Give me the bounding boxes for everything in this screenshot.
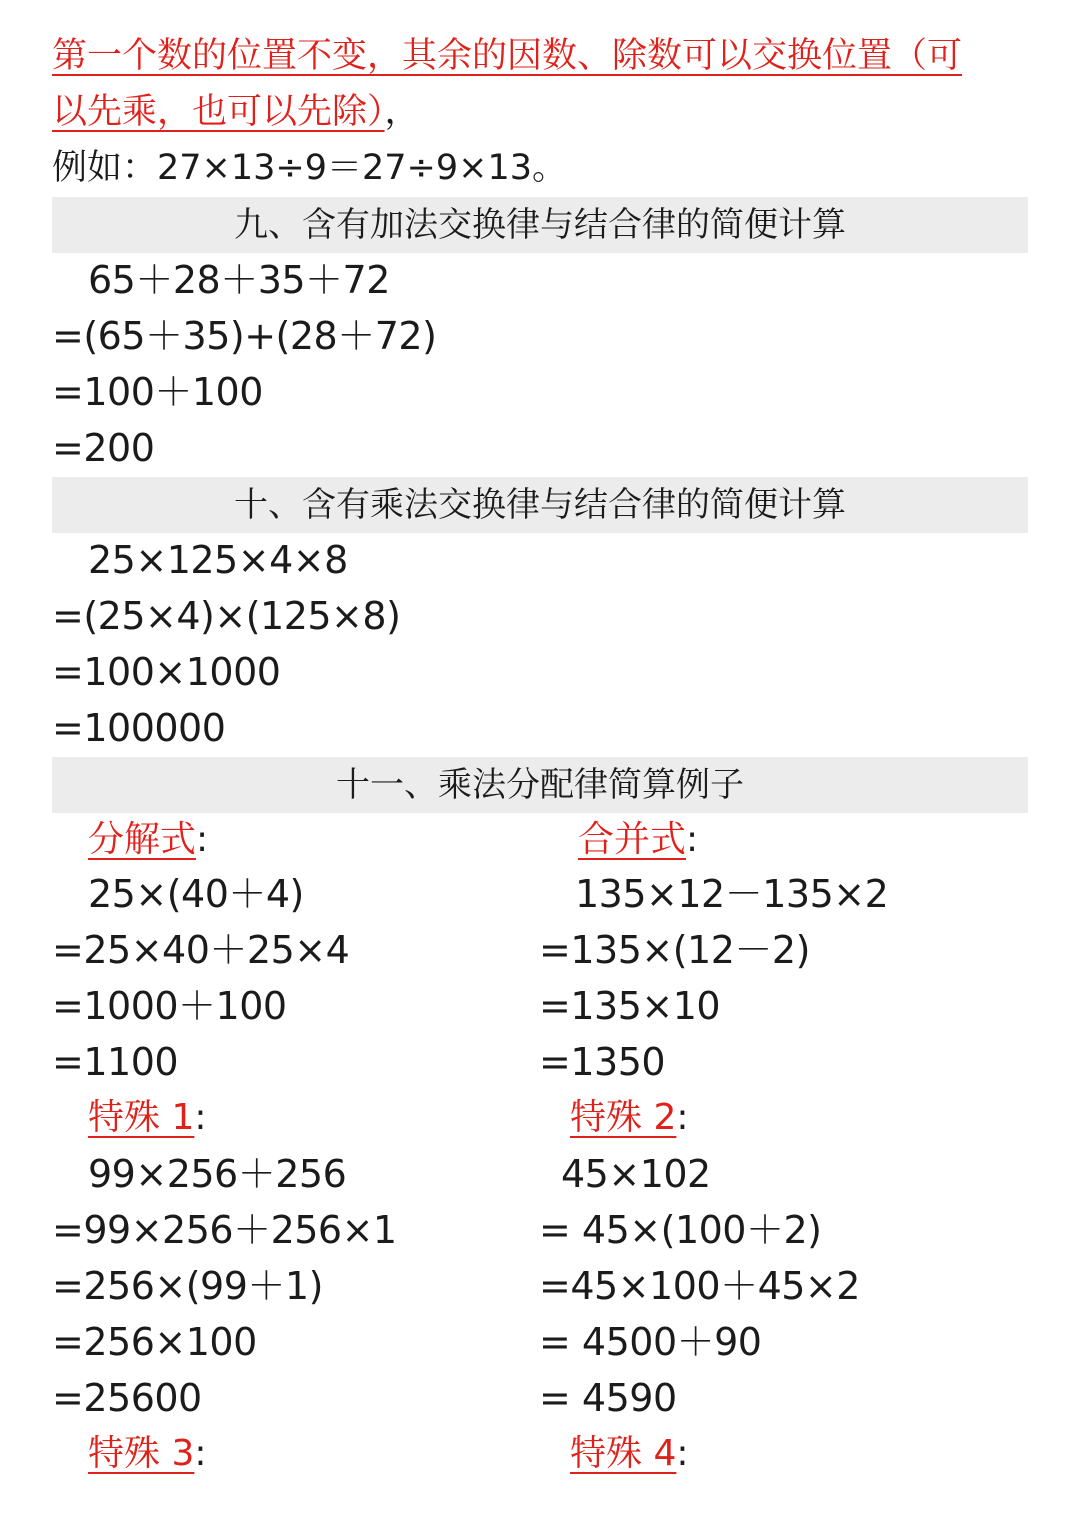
special2-line-4: = 4500＋90 — [539, 1320, 762, 1364]
special4-label: 特殊 4 — [570, 1433, 677, 1474]
section10-title: 十、含有乘法交换律与结合律的简便计算 — [52, 477, 1028, 533]
intro-example: 例如：27×13÷9＝27÷9×13。 — [52, 148, 567, 188]
decompose-line-4: =1100 — [52, 1040, 179, 1084]
section10-line-1: 25×125×4×8 — [88, 538, 348, 582]
combine-label-row — [578, 812, 698, 868]
special3-label-row — [88, 1426, 207, 1482]
intro-red-line-1: 第一个数的位置不变，其余的因数、除数可以交换位置（可 — [52, 36, 963, 76]
special2-line-1: 45×102 — [561, 1152, 711, 1196]
decompose-line-3: =1000＋100 — [52, 984, 287, 1028]
special2-label: 特殊 2 — [570, 1097, 677, 1138]
combine-line-2: =135×(12－2) — [539, 928, 810, 972]
special1-label-colon: : — [194, 1097, 207, 1138]
special1-label-row — [88, 1090, 207, 1146]
section10-line-2: =(25×4)×(125×8) — [52, 594, 401, 638]
decompose-label: 分解式 — [88, 819, 197, 860]
decompose-label-row — [88, 812, 208, 868]
section10-line-4: =100000 — [52, 706, 226, 750]
decompose-label-colon: : — [196, 819, 209, 860]
combine-line-1: 135×12－135×2 — [575, 872, 889, 916]
special4-label-colon: : — [676, 1433, 689, 1474]
special1-line-5: =25600 — [52, 1376, 202, 1420]
special2-line-3: =45×100＋45×2 — [539, 1264, 860, 1308]
special2-label-row — [570, 1090, 689, 1146]
combine-line-4: =1350 — [539, 1040, 666, 1084]
section9-title: 九、含有加法交换律与结合律的简便计算 — [52, 197, 1028, 253]
special2-label-colon: : — [676, 1097, 689, 1138]
special4-label-row — [570, 1426, 689, 1482]
special1-line-1: 99×256＋256 — [88, 1152, 347, 1196]
special3-label-colon: : — [194, 1433, 207, 1474]
intro-red-line-2: 以先乘，也可以先除） — [52, 92, 385, 132]
decompose-line-1: 25×(40＋4) — [88, 872, 304, 916]
intro-line-2-suffix: ， — [384, 92, 420, 132]
special1-label: 特殊 1 — [88, 1097, 195, 1138]
combine-line-3: =135×10 — [539, 984, 721, 1028]
special2-line-2: = 45×(100＋2) — [539, 1208, 822, 1252]
section9-line-2: =(65＋35)+(28＋72) — [52, 314, 437, 358]
special1-line-4: =256×100 — [52, 1320, 257, 1364]
special2-line-5: = 4590 — [539, 1376, 677, 1420]
section9-line-3: =100＋100 — [52, 370, 263, 414]
section11-title: 十一、乘法分配律简算例子 — [52, 757, 1028, 813]
combine-label-colon: : — [686, 819, 699, 860]
section9-line-4: =200 — [52, 426, 155, 470]
section10-line-3: =100×1000 — [52, 650, 281, 694]
special3-label: 特殊 3 — [88, 1433, 195, 1474]
special1-line-3: =256×(99＋1) — [52, 1264, 323, 1308]
section9-line-1: 65＋28＋35＋72 — [88, 258, 390, 302]
intro-line-2 — [52, 84, 420, 140]
decompose-line-2: =25×40＋25×4 — [52, 928, 350, 972]
special1-line-2: =99×256＋256×1 — [52, 1208, 397, 1252]
combine-label: 合并式 — [578, 819, 687, 860]
